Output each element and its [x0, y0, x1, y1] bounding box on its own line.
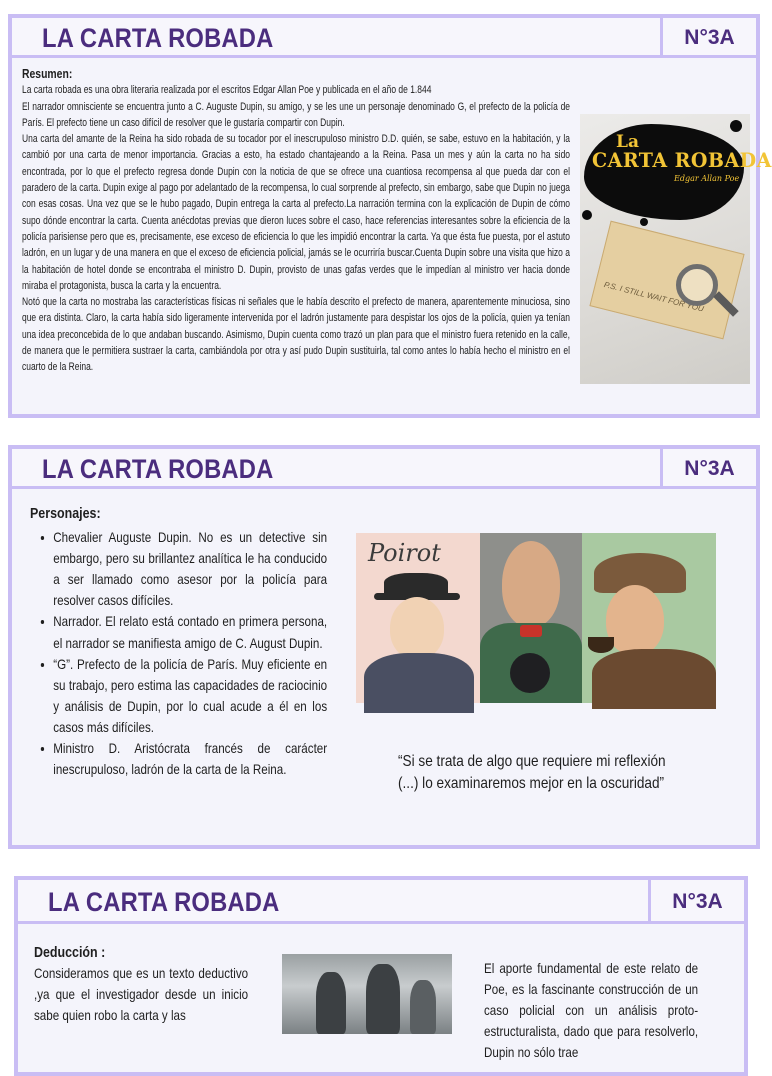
- poirot-portrait: [356, 533, 480, 703]
- figure-shape: [410, 980, 436, 1034]
- deduction-paragraph: Consideramos que es un texto deductivo ,ya que el investigador desde un inicio sabe quien robo la carta y las: [34, 965, 249, 1023]
- prefect-portrait: [480, 533, 582, 703]
- suit-shape: [364, 653, 474, 713]
- card-title: LA CARTA ROBADA: [48, 887, 280, 917]
- characters-label: Personajes:: [30, 505, 101, 522]
- card-header: [18, 880, 744, 924]
- contribution-text: [484, 958, 698, 1063]
- list-item: • “G”. Prefecto de la policía de París. Muy eficiente en su trabajo, pero estima las capacidades de raciocinio y análisis de Dupin, por lo cual acude a él en los casos más difíciles.: [53, 654, 327, 738]
- summary-paragraph: La carta robada es una obra literaria realizada por el escritos Edgar Allan Poe y publicada en el año de 1.844: [22, 84, 432, 97]
- deduction-label: Deducción :: [34, 944, 106, 961]
- engraving-illustration: [282, 954, 452, 1034]
- cat-shape: [510, 653, 550, 693]
- cover-la: La: [616, 132, 639, 152]
- pipe-shape: [588, 637, 614, 653]
- face-shape: [390, 597, 444, 659]
- card-header: [12, 18, 756, 58]
- summary-paragraph: Una carta del amante de la Reina ha sido robada de su tocador por el inescrupuloso ministro D.D. quién, se sabe, estuvo en la habitación, y la cambió por una carta de menor importancia. Gracias a esto, ha estado chantajeando a la Reina. Pasa un mes y aún la carta no ha sido encontrada, por lo que el prefecto regresa donde Dupin con la noticia de que se ofrece una cuantiosa recompensa al que pueda dar con el paradero de la carta. Dupin exige al pago por adelantado de la recompensa, lo cual sorprende al prefecto, sin embargo, sabe que Dupin no juega con esas cosas. Una vez que se le hubo pagado, Dupin entrega la carta al prefecto.La narración termina con la explicación de Dupin de cómo supo dónde encontrar la carta. Cuenta anécdotas previas que dieron luces sobre el caso, hace referencias interesantes sobre la eficiencia de la policía parisiense pero que es, precisamente, ese exceso de eficiencia lo que les impidió encontrar la carta. Ya que ésta fue puesta, por el astuto ladrón, en un lugar y de una manera en que el exceso de eficiencia policial, jamás se le ocurriría buscar.Cuenta Dupin sobre una visita que hizo a la habitación de hotel donde se encontraba el ministro D. Dupin, provisto de unas gafas verdes que le impedían al ministro ver hacia donde miraba el protagonista, busca la carta y la encuentra.: [22, 133, 570, 292]
- characters-card: [8, 445, 760, 849]
- poirot-lettering: Poirot: [368, 539, 441, 567]
- card-code: N°3A: [660, 449, 756, 489]
- list-item: • Chevalier Auguste Dupin. No es un detective sin embargo, pero su brillantez analítica le ha conducido a ser llamado como asesor por la policía para resolver casos difíciles.: [53, 527, 327, 611]
- cover-author: Edgar Allan Poe: [674, 174, 740, 183]
- coat-shape: [592, 649, 716, 709]
- holmes-portrait: [582, 533, 716, 703]
- bowtie-shape: [520, 625, 542, 637]
- deduction-text: [34, 942, 248, 1026]
- card-title: LA CARTA ROBADA: [42, 454, 274, 484]
- envelope: [589, 221, 744, 340]
- ink-dot: [582, 210, 592, 220]
- envelope-note: P.S. I STILL WAIT FOR YOU: [602, 280, 705, 314]
- deduction-card: [14, 876, 748, 1076]
- book-cover-image: [580, 114, 772, 384]
- quote-text: “Si se trata de algo que requiere mi reflexión (...) lo examinaremos mejor en la oscuridad”: [398, 753, 666, 792]
- list-item: • Ministro D. Aristócrata francés de carácter inescrupuloso, ladrón de la carta de la Reina.: [53, 738, 327, 780]
- figure-shape: [366, 964, 400, 1034]
- summary-paragraph: Notó que la carta no mostraba las características físicas ni señales que le había descrito el prefecto de manera, aparentemente minuciosa, sino que era distinta. Claro, la carta había sido ligeramente intervenida por el ladrón justamente para despistar los ojos de la policía, quien ya tenían una idea preconcebida de lo que andaban buscando. Asimismo, Dupin cuenta como trazó un plan para que el ministro fuera retenido en la calle, de manera que le permitiera sustraer la carta, cambiándola por otra y así pudo Dupin sustituirla, tal como antes lo había hecho el ministro en el cuarto de la Reina.: [22, 296, 570, 374]
- characters-text: [30, 503, 327, 780]
- card-code: N°3A: [660, 18, 756, 58]
- card-code: N°3A: [648, 880, 744, 924]
- summary-card: [8, 14, 772, 418]
- characters-list: [30, 527, 327, 780]
- summary-label: Resumen:: [22, 66, 73, 81]
- summary-paragraph: El narrador omnisciente se encuentra junto a C. Auguste Dupin, su amigo, y se les une un personaje denominado G, el prefecto de la policía de París. El prefecto tiene un caso difícil de resolver que le gustaría compartir con Dupin.: [22, 100, 570, 129]
- summary-text: [22, 66, 570, 376]
- card-title: LA CARTA ROBADA: [42, 23, 274, 53]
- ink-dot: [730, 120, 742, 132]
- cover-title: CARTA ROBADA: [592, 148, 772, 172]
- face-shape: [606, 585, 664, 655]
- list-item: • Narrador. El relato está contado en primera persona, el narrador se manifiesta amigo de C. August Dupin.: [53, 611, 327, 653]
- ink-splat: [584, 124, 744, 220]
- card-header: [12, 449, 756, 489]
- magnifier-icon: [676, 264, 718, 306]
- face-shape: [502, 541, 560, 627]
- ink-dot: [640, 218, 648, 226]
- contribution-paragraph: El aporte fundamental de este relato de Poe, es la fascinante construcción de un caso policial con un análisis proto-estructuralista, dado que para resolverlo, Dupin no sólo trae: [484, 960, 699, 1060]
- detectives-illustration: [356, 533, 716, 703]
- figure-shape: [316, 972, 346, 1034]
